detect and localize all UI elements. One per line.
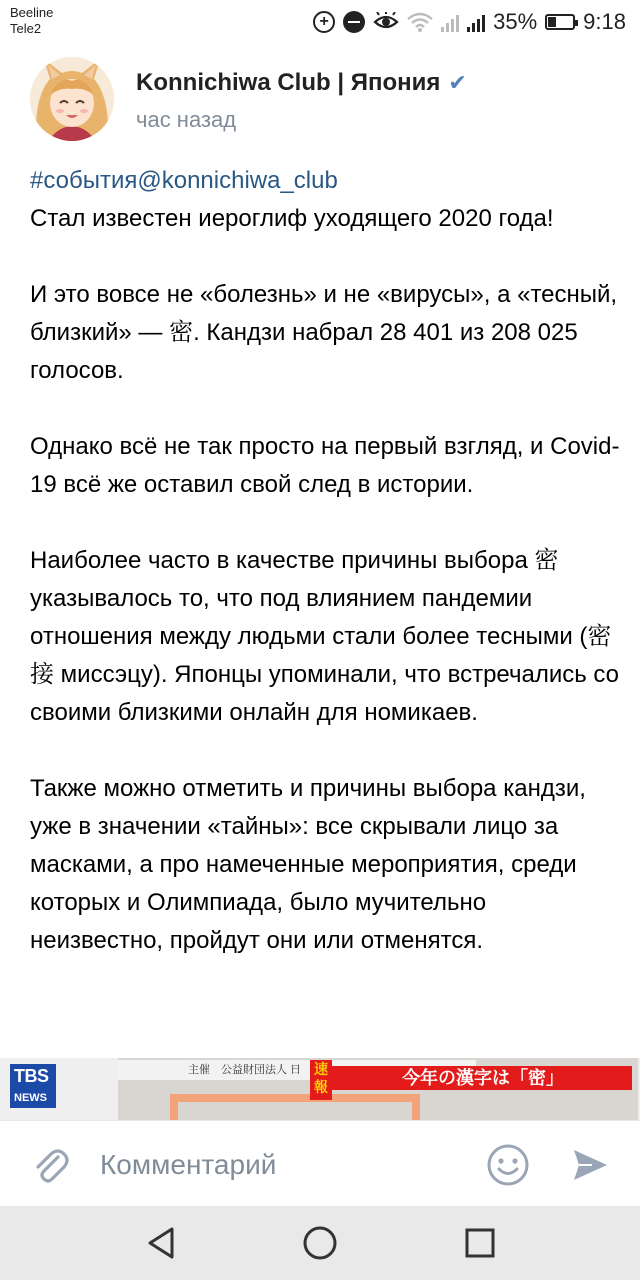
status-bar <box>0 0 640 44</box>
post-paragraph: Однако всё не так просто на первый взгляд, и Covid-19 всё же оставил свой след в истории. <box>30 433 620 498</box>
paperclip-icon[interactable] <box>30 1145 70 1185</box>
post-timestamp[interactable]: час назад <box>136 107 237 132</box>
photo-board-text: 主催 公益財団法人 日 <box>118 1060 476 1080</box>
news-headline: 今年の漢字は「密」 <box>332 1066 632 1090</box>
comment-bar <box>0 1120 640 1206</box>
post-paragraph: Также можно отметить и причины выбора кандзи, уже в значении «тайны»: все скрывали лицо за масками, а про намеченные мероприятия, среди которых и Олимпиада, было мучительно неизвестно, пройдут они или отменятся. <box>30 775 586 954</box>
post-attachment-image[interactable] <box>0 1058 640 1120</box>
post-paragraph: Наиболее часто в качестве причины выбора 密 указывалось то, что под влиянием пандемии отношения между людьми стали более тесными (密接 миссэцу). Японцы упоминали, что встречались со своими близкими онлайн для номикаев. <box>30 547 620 726</box>
post-text <box>30 162 620 998</box>
battery-icon <box>545 14 575 30</box>
clock: 9:18 <box>583 9 626 34</box>
do-not-disturb-icon <box>343 11 365 33</box>
carrier-info <box>10 5 53 37</box>
recent-apps-icon[interactable] <box>460 1223 500 1263</box>
post-paragraph: Стал известен иероглиф уходящего 2020 года! <box>30 205 554 232</box>
carrier-1: Beeline <box>10 5 54 20</box>
photo-frame <box>170 1094 420 1120</box>
data-saver-icon: + <box>313 11 335 33</box>
system-navigation-bar <box>0 1206 640 1280</box>
eye-comfort-icon <box>373 12 399 32</box>
battery-percent: 35% <box>493 9 538 34</box>
tbs-news-logo <box>10 1064 56 1108</box>
comment-input[interactable] <box>100 1143 460 1187</box>
verified-checkmark-icon: ✔ <box>448 70 467 95</box>
battery-level-fill <box>548 17 556 27</box>
logo-top-text: TBS <box>14 1066 49 1086</box>
back-icon[interactable] <box>142 1223 182 1263</box>
wifi-icon <box>407 12 433 32</box>
carrier-2: Tele2 <box>10 21 42 36</box>
news-photo <box>118 1058 638 1120</box>
emoji-icon[interactable] <box>486 1143 530 1187</box>
author-name-text: Konnichiwa Club | Япония <box>136 69 441 96</box>
home-icon[interactable] <box>300 1223 340 1263</box>
hashtag-link[interactable]: #события@konnichiwa_club <box>30 167 338 194</box>
status-icons <box>313 8 626 36</box>
avatar-illustration <box>30 57 114 141</box>
logo-bottom-text: NEWS <box>14 1092 47 1104</box>
signal-sim1-icon <box>441 12 459 32</box>
breaking-badge: 速報 <box>310 1060 332 1100</box>
post-header <box>30 57 610 147</box>
author-name[interactable] <box>136 69 467 97</box>
signal-sim2-icon <box>467 12 485 32</box>
send-icon[interactable] <box>570 1145 610 1185</box>
author-avatar[interactable] <box>30 57 114 141</box>
post-paragraph: И это вовсе не «болезнь» и не «вирусы», а «тесный, близкий» — 密. Кандзи набрал 28 401 из 208 025 голосов. <box>30 281 618 384</box>
